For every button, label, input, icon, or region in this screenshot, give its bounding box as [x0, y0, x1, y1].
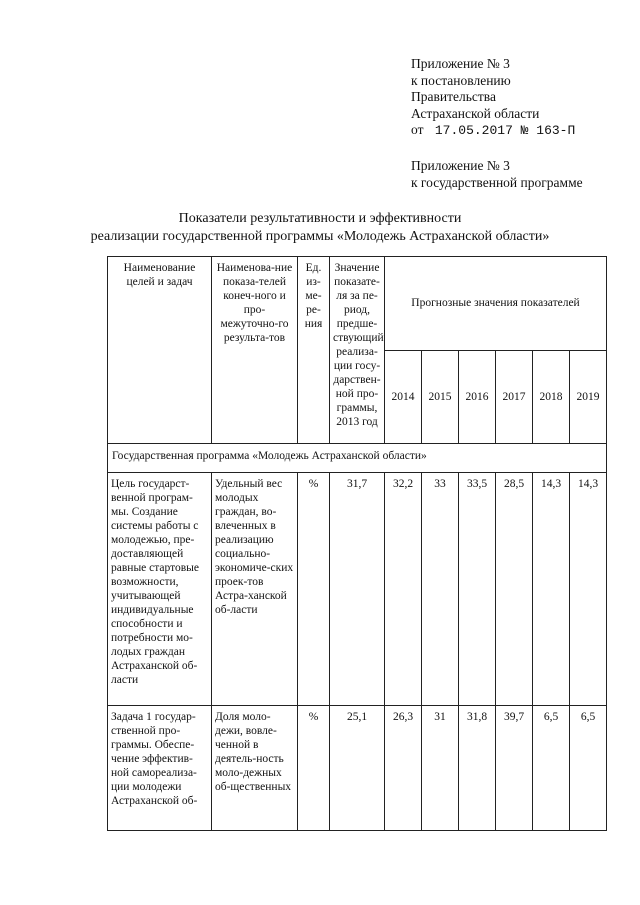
appendix-date-line [411, 122, 575, 140]
forecast-value-cell: 6,5 [533, 706, 570, 831]
header-row [108, 257, 607, 351]
appendix-line: Правительства [411, 89, 496, 104]
title-line: реализации государственной программы «Молодежь Астраханской области» [90, 229, 550, 244]
header-year: 2015 [422, 350, 459, 444]
goal-cell: Задача 1 государ-ственной про-граммы. Обеспе-чение эффектив-ной самореализа-ции молодежи Астраханской об- [108, 706, 212, 831]
header-prev-value: Значение показате-ля за пе-риод, предше-ствующий реализа-ции госу-дарствен-ной про-граммы, 2013 год [330, 257, 385, 444]
prev-value-cell: 25,1 [330, 706, 385, 831]
appendix-line: Приложение № 3 [411, 158, 510, 173]
forecast-value-cell: 31 [422, 706, 459, 831]
indicator-cell: Удельный вес молодых граждан, во-влеченных в реализацию социально-экономиче-ских проек-тов Астра-ханской об-ласти [212, 473, 298, 706]
prev-value-cell: 31,7 [330, 473, 385, 706]
unit-cell: % [298, 706, 330, 831]
forecast-value-cell: 14,3 [533, 473, 570, 706]
header-forecast: Прогнозные значения показателей [385, 257, 607, 351]
header-unit: Ед. из-ме-ре-ния [298, 257, 330, 444]
title-line: Показатели результативности и эффективности [178, 211, 462, 226]
header-year: 2016 [459, 350, 496, 444]
appendix-line: Астраханской области [411, 105, 540, 121]
goal-cell: Цель государст-венной програм-мы. Создание системы работы с молодежью, пре-доставляющей равные стартовые возможности, учитывающей индивидуальные способности и потребности мо-лодых граждан Астраханской об-ласти [108, 473, 212, 706]
header-goals: Наименование целей и задач [108, 257, 212, 444]
header-year: 2019 [570, 350, 607, 444]
appendix-line: Приложение № 3 [411, 56, 510, 71]
forecast-value-cell: 6,5 [570, 706, 607, 831]
date-prefix: от [411, 122, 424, 137]
unit-cell: % [298, 473, 330, 706]
appendix-to-resolution [411, 56, 575, 140]
table-row [108, 706, 607, 831]
indicators-table [107, 256, 607, 831]
forecast-value-cell: 33,5 [459, 473, 496, 706]
header-year: 2018 [533, 350, 570, 444]
appendix-line: к постановлению [411, 72, 511, 88]
forecast-value-cell: 32,2 [385, 473, 422, 706]
section-row [108, 444, 607, 473]
resolution-date-number: 17.05.2017 № 163-П [434, 123, 576, 138]
appendix-line: к государственной программе [411, 174, 583, 190]
header-indicators: Наименова-ние показа-телей конеч-ного и про-межуточно-го результа-тов [212, 257, 298, 444]
forecast-value-cell: 39,7 [496, 706, 533, 831]
forecast-value-cell: 14,3 [570, 473, 607, 706]
document-title [0, 210, 640, 246]
forecast-value-cell: 31,8 [459, 706, 496, 831]
appendix-to-program [411, 158, 583, 191]
forecast-value-cell: 33 [422, 473, 459, 706]
header-year: 2017 [496, 350, 533, 444]
forecast-value-cell: 28,5 [496, 473, 533, 706]
section-title: Государственная программа «Молодежь Астраханской области» [108, 444, 607, 473]
indicator-cell: Доля моло-дежи, вовле-ченной в деятель-ность моло-дежных об-щественных [212, 706, 298, 831]
forecast-value-cell: 26,3 [385, 706, 422, 831]
header-year: 2014 [385, 350, 422, 444]
table-row [108, 473, 607, 706]
